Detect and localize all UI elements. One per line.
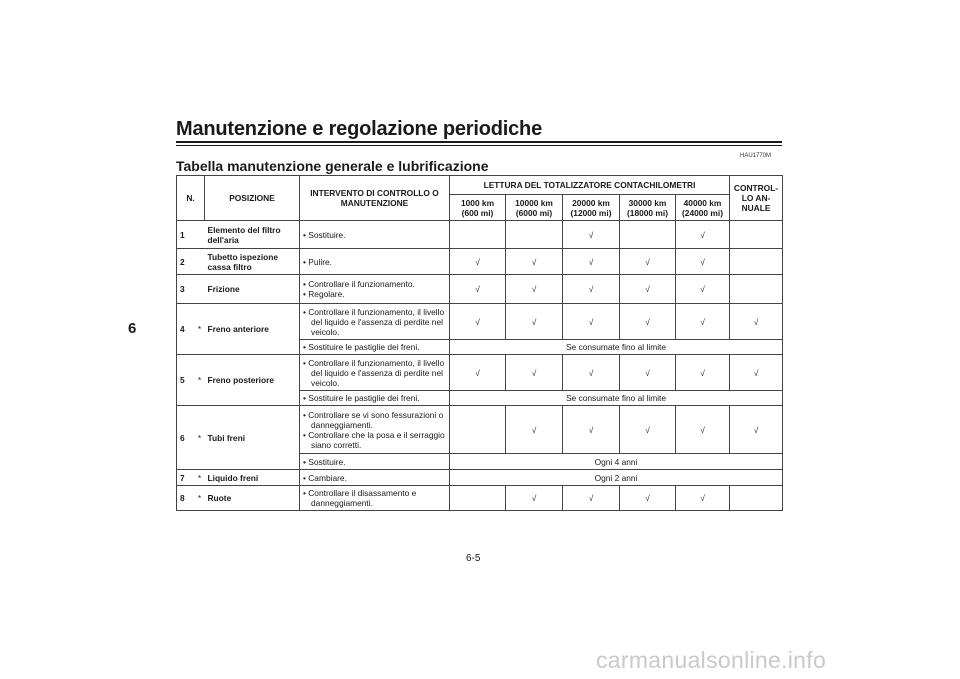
check-cell: √ (563, 406, 620, 454)
interval-span: Ogni 4 anni (450, 454, 783, 470)
header-position: POSIZIONE (205, 176, 300, 221)
header-km-4: 30000 km (18000 mi) (620, 195, 676, 221)
check-cell: √ (730, 355, 783, 391)
header-km-1: 1000 km (600 mi) (450, 195, 506, 221)
row-number: 4 (177, 304, 195, 355)
chapter-tab[interactable]: 6 (128, 320, 137, 337)
table-row (177, 355, 783, 391)
table-row (177, 275, 783, 304)
check-cell: √ (563, 221, 620, 249)
table-row (177, 470, 783, 486)
check-cell (730, 221, 783, 249)
table-row (177, 486, 783, 511)
maintenance-table (176, 175, 783, 511)
row-star: * (195, 470, 205, 486)
row-action: • Pulire. (300, 249, 450, 275)
row-action: • Sostituire. (300, 454, 450, 470)
check-cell: √ (450, 249, 506, 275)
row-position: Tubetto ispezione cassa filtro (205, 249, 300, 275)
header-km-2: 10000 km (6000 mi) (506, 195, 563, 221)
row-position: Freno posteriore (205, 355, 300, 406)
interval-span: Se consumate fino al limite (450, 391, 783, 406)
check-cell: √ (620, 304, 676, 340)
title-rule (176, 141, 782, 143)
check-cell (730, 486, 783, 511)
check-cell: √ (676, 406, 730, 454)
check-cell: √ (563, 249, 620, 275)
header-row (177, 176, 783, 195)
title-rule-thin (176, 145, 782, 146)
table-row (177, 304, 783, 340)
check-cell: √ (620, 275, 676, 304)
row-position: Ruote (205, 486, 300, 511)
row-position: Tubi freni (205, 406, 300, 470)
check-cell: √ (620, 406, 676, 454)
row-number: 5 (177, 355, 195, 406)
row-star: * (195, 486, 205, 511)
header-action: INTERVENTO DI CONTROLLO O MANUTENZIONE (300, 176, 450, 221)
check-cell (450, 486, 506, 511)
interval-span: Ogni 2 anni (450, 470, 783, 486)
row-number: 3 (177, 275, 195, 304)
header-km-5: 40000 km (24000 mi) (676, 195, 730, 221)
check-cell: √ (620, 486, 676, 511)
row-position: Liquido freni (205, 470, 300, 486)
row-action: • Controllare il funzionamento, il livello del liquido e l'assenza di perdite nel veicolo. (300, 355, 450, 391)
check-cell: √ (563, 355, 620, 391)
check-cell: √ (676, 249, 730, 275)
table-row (177, 249, 783, 275)
check-cell: √ (450, 355, 506, 391)
check-cell (730, 275, 783, 304)
check-cell: √ (676, 304, 730, 340)
check-cell: √ (730, 406, 783, 454)
row-number: 1 (177, 221, 195, 249)
table-row (177, 221, 783, 249)
row-star (195, 275, 205, 304)
reference-code: HAU1770M (740, 153, 772, 159)
check-cell: √ (506, 355, 563, 391)
row-action: • Sostituire le pastiglie dei freni. (300, 391, 450, 406)
check-cell (450, 406, 506, 454)
page-number: 6-5 (466, 553, 481, 564)
row-action: • Cambiare. (300, 470, 450, 486)
row-position: Elemento del filtro dell'aria (205, 221, 300, 249)
row-action: • Controllare il funzionamento. • Regolare. (300, 275, 450, 304)
check-cell: √ (676, 486, 730, 511)
header-n: N. (177, 176, 205, 221)
check-cell: √ (506, 249, 563, 275)
check-cell: √ (563, 486, 620, 511)
check-cell (450, 221, 506, 249)
row-action: • Controllare se vi sono fessurazioni o danneggiamenti. • Controllare che la posa e il serraggio siano corretti. (300, 406, 450, 454)
header-odometer: LETTURA DEL TOTALIZZATORE CONTACHILOMETRI (450, 176, 730, 195)
check-cell: √ (506, 275, 563, 304)
row-star (195, 221, 205, 249)
row-star (195, 249, 205, 275)
header-km-3: 20000 km (12000 mi) (563, 195, 620, 221)
check-cell: √ (506, 304, 563, 340)
check-cell: √ (730, 304, 783, 340)
check-cell: √ (620, 355, 676, 391)
row-action: • Controllare il disassamento e danneggiamenti. (300, 486, 450, 511)
check-cell: √ (506, 486, 563, 511)
check-cell: √ (620, 249, 676, 275)
row-number: 6 (177, 406, 195, 470)
check-cell: √ (676, 221, 730, 249)
check-cell: √ (563, 275, 620, 304)
header-annual: CONTROL-LO AN-NUALE (730, 176, 783, 221)
row-action: • Sostituire. (300, 221, 450, 249)
table-row (177, 406, 783, 454)
check-cell (620, 221, 676, 249)
check-cell (730, 249, 783, 275)
row-star: * (195, 304, 205, 355)
row-number: 8 (177, 486, 195, 511)
section-title: Tabella manutenzione generale e lubrificazione (176, 158, 489, 174)
check-cell: √ (676, 275, 730, 304)
check-cell: √ (450, 275, 506, 304)
row-action: • Sostituire le pastiglie dei freni. (300, 340, 450, 355)
check-cell (506, 221, 563, 249)
row-star: * (195, 406, 205, 470)
row-number: 2 (177, 249, 195, 275)
interval-span: Se consumate fino al limite (450, 340, 783, 355)
check-cell: √ (563, 304, 620, 340)
row-star: * (195, 355, 205, 406)
row-number: 7 (177, 470, 195, 486)
row-action: • Controllare il funzionamento, il livello del liquido e l'assenza di perdite nel veicolo. (300, 304, 450, 340)
page-title: Manutenzione e regolazione periodiche (176, 118, 542, 140)
check-cell: √ (676, 355, 730, 391)
watermark[interactable]: carmanualsonline.info (596, 647, 827, 673)
check-cell: √ (450, 304, 506, 340)
check-cell: √ (506, 406, 563, 454)
row-position: Freno anteriore (205, 304, 300, 355)
row-position: Frizione (205, 275, 300, 304)
